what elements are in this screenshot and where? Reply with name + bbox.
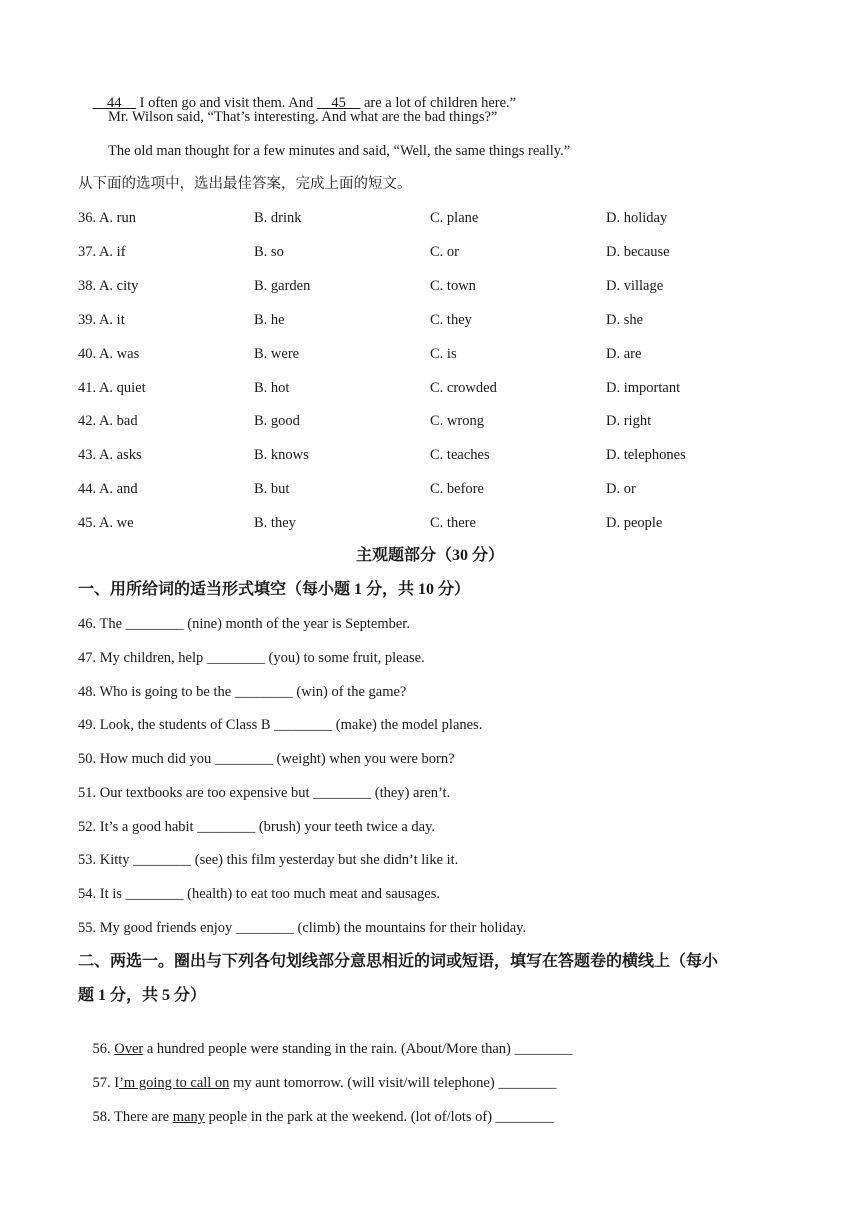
option-a: 44. A. and [78,481,138,497]
option-d: D. telephones [606,447,686,463]
question-text: 58. There are [92,1109,173,1125]
question-text: 56. [92,1041,115,1057]
option-c: C. crowded [430,380,497,396]
option-b: B. hot [254,380,290,396]
option-a: 37. A. if [78,244,126,260]
question-55: 55. My good friends enjoy ________ (climb) the mountains for their holiday. [78,920,527,936]
option-c: C. before [430,481,484,497]
option-c: C. teaches [430,447,490,463]
passage-line-2: Mr. Wilson said, “That’s interesting. And what are the bad things?” [108,109,498,125]
passage-text: I often go and visit them. And [136,95,317,111]
instruction-text: 从下面的选项中，选出最佳答案，完成上面的短文。 [78,176,412,192]
option-d: D. holiday [606,210,668,226]
question-58 [78,1087,554,1147]
option-a: 45. A. we [78,515,134,531]
option-row-36 [78,208,778,228]
option-row-40 [78,344,778,364]
question-text: my aunt tomorrow. (will visit/will telephone) ________ [229,1075,557,1091]
option-b: B. good [254,413,300,429]
option-row-38 [78,276,778,296]
blank-45: 45 [316,95,361,111]
question-text: people in the park at the weekend. (lot of/lots of) ________ [204,1109,554,1125]
option-row-39 [78,310,778,330]
option-d: D. or [606,481,636,497]
option-a: 36. A. run [78,210,136,226]
passage-line-3: The old man thought for a few minutes and said, “Well, the same things really.” [108,143,571,159]
passage-text: are a lot of children here.” [360,95,517,111]
part2-title-line-1: 二、两选一。圈出与下列各句划线部分意思相近的词或短语，填写在答题卷的横线上（每小 [78,953,719,970]
option-a: 39. A. it [78,312,125,328]
option-row-43 [78,445,778,465]
option-b: B. they [254,515,296,531]
option-c: C. or [430,244,459,260]
blank-44: 44 [92,95,136,111]
option-b: B. knows [254,447,309,463]
question-text: 57. I [92,1075,120,1091]
option-c: C. is [430,346,457,362]
option-b: B. garden [254,278,311,294]
option-b: B. were [254,346,300,362]
option-row-45 [78,513,778,533]
option-d: D. are [606,346,642,362]
option-b: B. he [254,312,285,328]
question-46: 46. The ________ (nine) month of the year is September. [78,616,410,632]
question-53: 53. Kitty ________ (see) this film yesterday but she didn’t like it. [78,852,459,868]
option-row-42 [78,411,778,431]
option-a: 40. A. was [78,346,140,362]
option-row-44 [78,479,778,499]
option-c: C. they [430,312,472,328]
option-d: D. she [606,312,644,328]
question-54: 54. It is ________ (health) to eat too much meat and sausages. [78,886,441,902]
option-d: D. because [606,244,670,260]
option-a: 38. A. city [78,278,139,294]
question-47: 47. My children, help ________ (you) to some fruit, please. [78,650,425,666]
option-a: 41. A. quiet [78,380,146,396]
option-row-41 [78,378,778,398]
question-text: a hundred people were standing in the rain. (About/More than) ________ [143,1041,573,1057]
option-a: 43. A. asks [78,447,142,463]
question-48: 48. Who is going to be the ________ (win) of the game? [78,684,407,700]
option-d: D. important [606,380,681,396]
question-51: 51. Our textbooks are too expensive but ________ (they) aren’t. [78,785,451,801]
option-c: C. there [430,515,476,531]
option-row-37 [78,242,778,262]
question-50: 50. How much did you ________ (weight) when you were born? [78,751,455,767]
part2-title-line-2: 题 1 分，共 5 分） [78,987,207,1004]
option-c: C. town [430,278,476,294]
option-a: 42. A. bad [78,413,138,429]
option-b: B. so [254,244,284,260]
option-c: C. plane [430,210,479,226]
underlined-phrase: ’m going to call on [119,1075,230,1091]
question-52: 52. It’s a good habit ________ (brush) your teeth twice a day. [78,819,436,835]
underlined-phrase: many [172,1109,205,1125]
part1-title: 一、用所给词的适当形式填空（每小题 1 分，共 10 分） [78,581,471,598]
question-49: 49. Look, the students of Class B ________ (make) the model planes. [78,717,483,733]
underlined-phrase: Over [114,1041,144,1057]
option-d: D. people [606,515,663,531]
option-d: D. right [606,413,652,429]
option-b: B. but [254,481,290,497]
section-title: 主观题部分（30 分） [355,547,504,564]
option-b: B. drink [254,210,302,226]
option-d: D. village [606,278,664,294]
option-c: C. wrong [430,413,484,429]
